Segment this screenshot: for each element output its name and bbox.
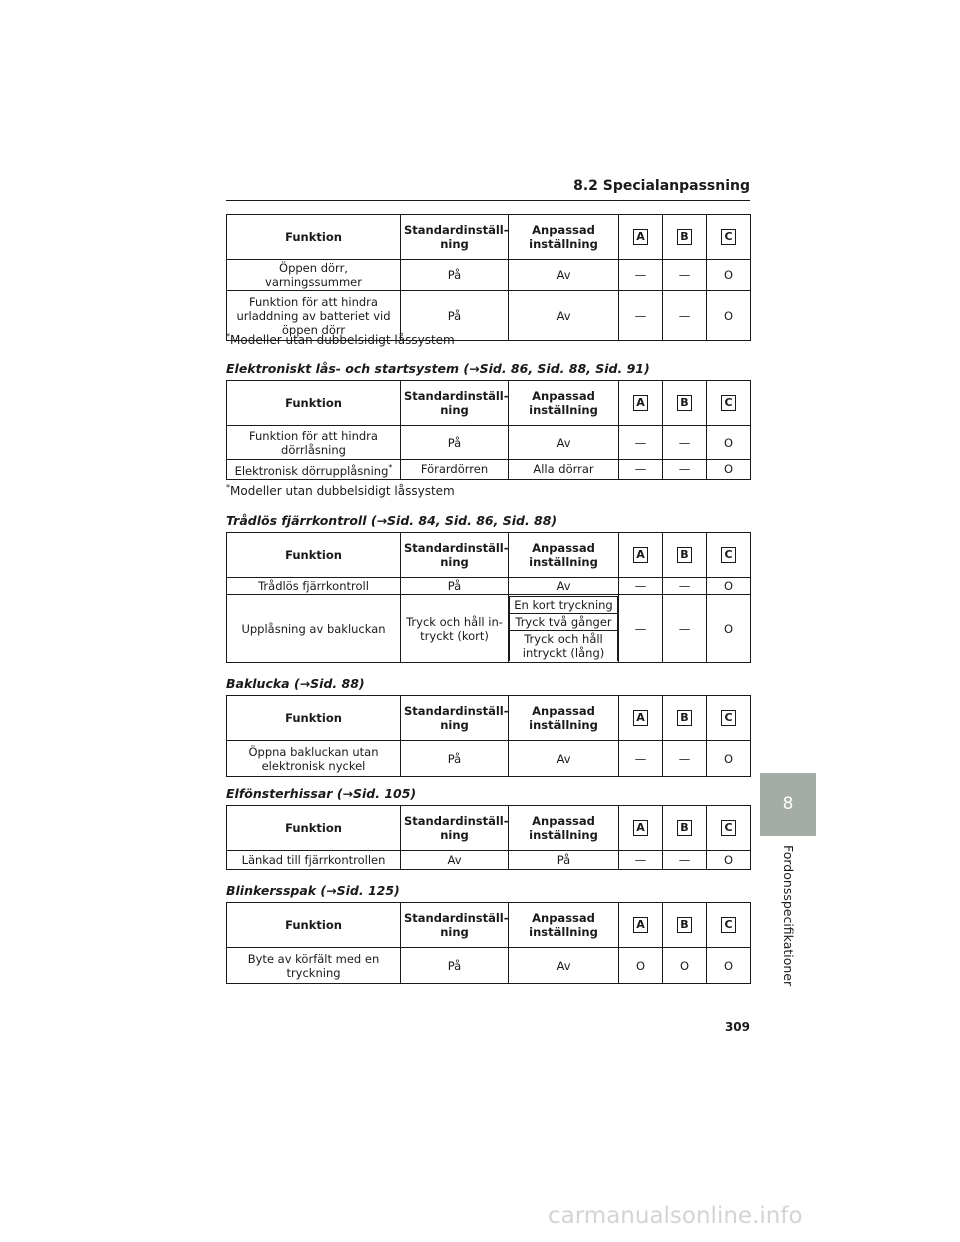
col-standard: Standardinställ-ning xyxy=(401,215,509,260)
col-c xyxy=(707,903,751,948)
cell-standard: Förardörren xyxy=(401,460,509,480)
col-standard: Standardinställ-ning xyxy=(401,806,509,851)
col-c xyxy=(707,215,751,260)
cell-standard: Tryck och håll in-tryckt (kort) xyxy=(401,595,509,663)
cell-funktion: Länkad till fjärrkontrollen xyxy=(227,851,401,870)
cell-c: O xyxy=(707,426,751,460)
chapter-title-label: Fordonsspecifikationer xyxy=(781,845,796,987)
cell-b: — xyxy=(663,426,707,460)
cell-c: O xyxy=(707,260,751,291)
chapter-tab[interactable]: 8 xyxy=(760,773,816,836)
letter-c-badge: C xyxy=(721,547,736,563)
cell-a: — xyxy=(619,426,663,460)
cell-standard: Av xyxy=(401,851,509,870)
table-row xyxy=(227,426,751,460)
col-a xyxy=(619,533,663,578)
col-c xyxy=(707,696,751,741)
col-b xyxy=(663,806,707,851)
cell-c: O xyxy=(707,948,751,984)
cell-anpassad: Av xyxy=(509,426,619,460)
cell-c: O xyxy=(707,741,751,777)
cell-funktion: Elektronisk dörrupplåsning* xyxy=(227,460,401,480)
cell-anpassad: Av xyxy=(509,578,619,595)
cell-standard: På xyxy=(401,578,509,595)
letter-a-badge: A xyxy=(633,547,648,563)
col-a xyxy=(619,215,663,260)
col-c xyxy=(707,806,751,851)
table-3 xyxy=(226,532,751,663)
col-c xyxy=(707,381,751,426)
cell-anpassad: Av xyxy=(509,948,619,984)
cell-funktion: Funktion för att hindra dörrlåsning xyxy=(227,426,401,460)
section-title-4: Baklucka (→Sid. 88) xyxy=(226,676,365,691)
letter-b-badge: B xyxy=(677,547,692,563)
table-4 xyxy=(226,695,751,777)
cell-standard: På xyxy=(401,948,509,984)
cell-c: O xyxy=(707,460,751,480)
letter-a-badge: A xyxy=(633,395,648,411)
cell-b: — xyxy=(663,460,707,480)
cell-b: — xyxy=(663,595,707,663)
cell-funktion: Upplåsning av bakluckan xyxy=(227,595,401,663)
cell-standard: På xyxy=(401,291,509,341)
cell-b: — xyxy=(663,578,707,595)
header-rule xyxy=(226,200,750,201)
cell-c: O xyxy=(707,578,751,595)
cell-b: O xyxy=(663,948,707,984)
col-funktion: Funktion xyxy=(227,696,401,741)
col-standard: Standardinställ-ning xyxy=(401,533,509,578)
cell-b: — xyxy=(663,741,707,777)
section-title-2: Elektroniskt lås- och startsystem (→Sid. 86, Sid. 88, Sid. 91) xyxy=(226,361,650,376)
letter-a-badge: A xyxy=(633,820,648,836)
cell-anpassad: På xyxy=(509,851,619,870)
col-b xyxy=(663,215,707,260)
option-long-press: Tryck och håll intryckt (lång) xyxy=(510,631,618,662)
cell-a: — xyxy=(619,460,663,480)
letter-c-badge: C xyxy=(721,395,736,411)
footnote-2: *Modeller utan dubbelsidigt låssystem xyxy=(226,483,455,498)
letter-a-badge: A xyxy=(633,917,648,933)
table-5 xyxy=(226,805,751,870)
cell-a: O xyxy=(619,948,663,984)
cell-a: — xyxy=(619,741,663,777)
col-a xyxy=(619,903,663,948)
col-anpassad: Anpassad inställning xyxy=(509,806,619,851)
cell-b: — xyxy=(663,851,707,870)
col-c xyxy=(707,533,751,578)
cell-b: — xyxy=(663,291,707,341)
cell-standard: På xyxy=(401,260,509,291)
col-funktion: Funktion xyxy=(227,215,401,260)
letter-a-badge: A xyxy=(633,229,648,245)
cell-anpassad: Av xyxy=(509,741,619,777)
cell-c: O xyxy=(707,291,751,341)
letter-b-badge: B xyxy=(677,917,692,933)
letter-b-badge: B xyxy=(677,710,692,726)
col-b xyxy=(663,696,707,741)
letter-b-badge: B xyxy=(677,229,692,245)
col-b xyxy=(663,903,707,948)
cell-funktion: Funktion för att hindra urladdning av batteriet vid öppen dörr xyxy=(227,291,401,341)
section-title-3: Trådlös fjärrkontroll (→Sid. 84, Sid. 86, Sid. 88) xyxy=(226,513,558,528)
cell-anpassad: Alla dörrar xyxy=(509,460,619,480)
letter-c-badge: C xyxy=(721,820,736,836)
letter-b-badge: B xyxy=(677,395,692,411)
table-row xyxy=(227,851,751,870)
cell-anpassad-options xyxy=(509,595,619,663)
col-funktion: Funktion xyxy=(227,381,401,426)
cell-funktion: Byte av körfält med en tryckning xyxy=(227,948,401,984)
footnote-1: *Modeller utan dubbelsidigt låssystem xyxy=(226,332,455,347)
table-row xyxy=(227,741,751,777)
watermark: carmanualsonline.info xyxy=(548,1203,803,1229)
cell-a: — xyxy=(619,578,663,595)
col-b xyxy=(663,381,707,426)
col-anpassad: Anpassad inställning xyxy=(509,533,619,578)
table-6 xyxy=(226,902,751,984)
cell-a: — xyxy=(619,851,663,870)
option-press-twice: Tryck två gånger xyxy=(510,614,618,631)
table-1 xyxy=(226,214,751,341)
cell-anpassad: Av xyxy=(509,291,619,341)
cell-c: O xyxy=(707,851,751,870)
cell-a: — xyxy=(619,291,663,341)
table-row xyxy=(227,948,751,984)
table-row xyxy=(227,460,751,480)
col-standard: Standardinställ-ning xyxy=(401,381,509,426)
section-title-5: Elfönsterhissar (→Sid. 105) xyxy=(226,786,417,801)
letter-c-badge: C xyxy=(721,710,736,726)
section-header: 8.2 Specialanpassning xyxy=(573,178,750,194)
cell-a: — xyxy=(619,260,663,291)
col-standard: Standardinställ-ning xyxy=(401,903,509,948)
col-anpassad: Anpassad inställning xyxy=(509,381,619,426)
cell-anpassad: Av xyxy=(509,260,619,291)
col-a xyxy=(619,806,663,851)
chapter-title-vertical xyxy=(760,845,816,985)
table-row xyxy=(227,595,751,663)
col-anpassad: Anpassad inställning xyxy=(509,696,619,741)
cell-b: — xyxy=(663,260,707,291)
section-title-6: Blinkersspak (→Sid. 125) xyxy=(226,883,400,898)
cell-standard: På xyxy=(401,741,509,777)
option-short-press: En kort tryckning xyxy=(510,597,618,614)
col-standard: Standardinställ-ning xyxy=(401,696,509,741)
cell-standard: På xyxy=(401,426,509,460)
table-row xyxy=(227,260,751,291)
letter-c-badge: C xyxy=(721,917,736,933)
cell-funktion: Öppna bakluckan utan elektronisk nyckel xyxy=(227,741,401,777)
page-number: 309 xyxy=(724,1020,750,1034)
col-b xyxy=(663,533,707,578)
cell-funktion: Trådlös fjärrkontroll xyxy=(227,578,401,595)
col-anpassad: Anpassad inställning xyxy=(509,903,619,948)
col-funktion: Funktion xyxy=(227,533,401,578)
cell-c: O xyxy=(707,595,751,663)
col-a xyxy=(619,696,663,741)
cell-a: — xyxy=(619,595,663,663)
letter-c-badge: C xyxy=(721,229,736,245)
cell-funktion: Öppen dörr, varningssummer xyxy=(227,260,401,291)
letter-a-badge: A xyxy=(633,710,648,726)
table-2 xyxy=(226,380,751,480)
letter-b-badge: B xyxy=(677,820,692,836)
col-funktion: Funktion xyxy=(227,903,401,948)
col-funktion: Funktion xyxy=(227,806,401,851)
table-row xyxy=(227,578,751,595)
col-anpassad: Anpassad inställning xyxy=(509,215,619,260)
col-a xyxy=(619,381,663,426)
